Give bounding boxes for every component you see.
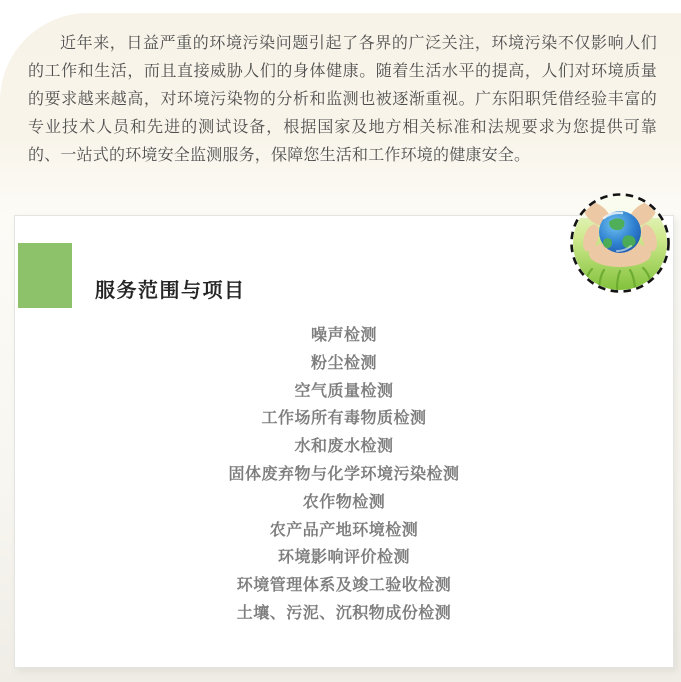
- service-list-item: 土壤、污泥、沉积物成份检测: [236, 604, 452, 622]
- service-list-item: 农产品产地环境检测: [269, 521, 419, 539]
- service-list-item: 工作场所有毒物质检测: [261, 410, 427, 428]
- service-list-item: 固体废弃物与化学环境污染检测: [228, 465, 460, 483]
- hands-holding-earth-image: [569, 192, 671, 294]
- services-list: [15, 322, 673, 628]
- service-list-item: 环境管理体系及竣工验收检测: [236, 577, 452, 595]
- content-panel: [0, 13, 681, 682]
- service-list-item: 粉尘检测: [310, 354, 377, 372]
- service-list-item: 农作物检测: [302, 493, 386, 511]
- intro-paragraph: 近年来，日益严重的环境污染问题引起了各界的广泛关注，环境污染不仅影响人们的工作和生活，而且直接威胁人们的身体健康。随着生活水平的提高，人们对环境质量的要求越来越高，对环境污染物的分析和监测也被逐渐重视。广东阳职凭借经验丰富的专业技术人员和先进的测试设备，根据国家及地方相关标准和法规要求为您提供可靠的、一站式的环境安全监测服务，保障您生活和工作环境的健康安全。: [28, 35, 657, 164]
- green-accent-square: [18, 243, 72, 308]
- service-list-item: 噪声检测: [310, 327, 377, 344]
- service-list-item: 水和废水检测: [294, 438, 394, 456]
- service-list-item: 空气质量检测: [294, 382, 394, 400]
- service-list-item: 环境影响评价检测: [277, 549, 410, 567]
- hands-holding-earth-illustration: [569, 192, 671, 294]
- services-heading: 服务范围与项目: [95, 280, 246, 302]
